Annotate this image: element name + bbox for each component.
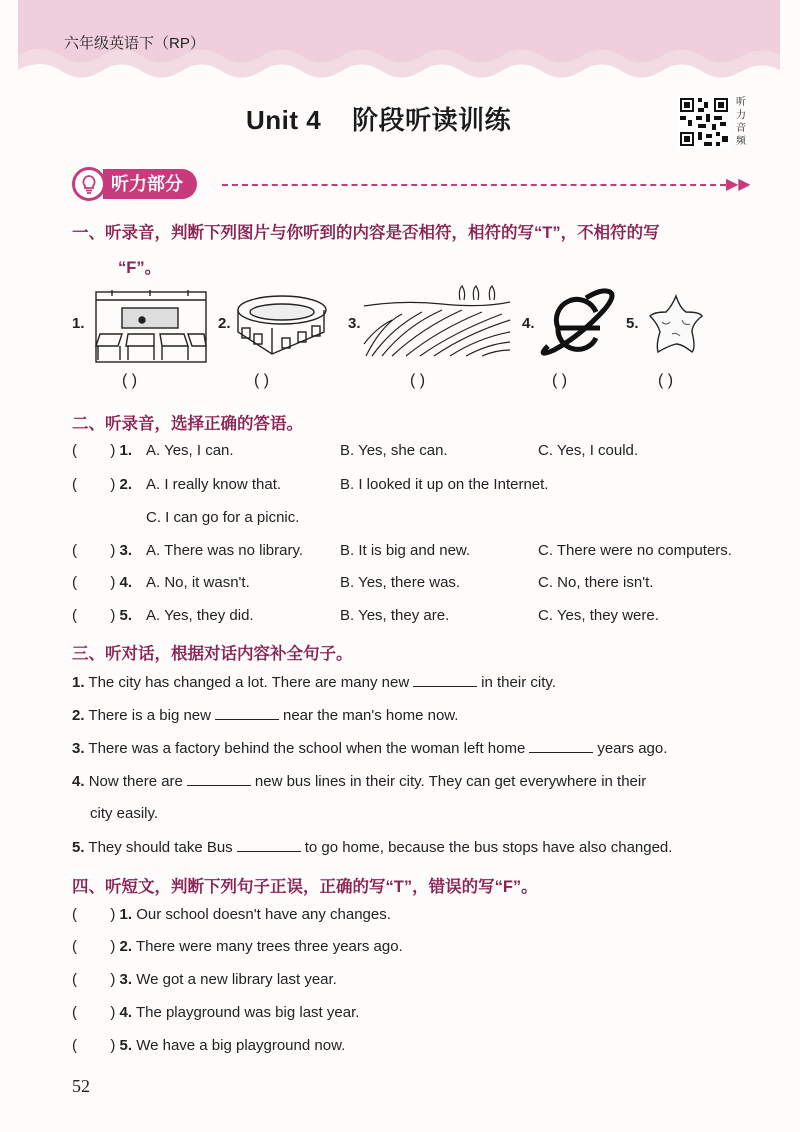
answer-paren-1[interactable]: ( ) [122, 372, 138, 389]
option-a: A. No, it wasn't. [146, 574, 250, 591]
statement-text: We have a big playground now. [136, 1037, 346, 1054]
part4-item-4 [72, 1004, 359, 1021]
option-b: B. Yes, they are. [340, 607, 450, 624]
grass-icon [362, 284, 512, 360]
sentence-before: The city has changed a lot. There are many new [88, 674, 410, 691]
answer-paren[interactable]: ( ) [72, 906, 116, 923]
statement-text: The playground was big last year. [135, 1004, 360, 1021]
qr-code-icon [678, 96, 730, 148]
part1-heading: 一、听录音，判断下列图片与你听到的内容是否相符，相符的写“T”，不相符的写 [72, 224, 660, 242]
answer-paren[interactable]: ( ) [72, 574, 116, 591]
part4-item-5 [72, 1037, 345, 1054]
option-b: B. It is big and new. [340, 542, 471, 559]
item-number: 4. [72, 773, 85, 790]
sentence-after: years ago. [597, 740, 668, 757]
internet-icon [540, 288, 616, 360]
fill-blank[interactable] [187, 773, 251, 786]
sentence-after: near the man's home now. [283, 707, 459, 724]
fill-blank[interactable] [529, 740, 593, 753]
fill-blank[interactable] [215, 707, 279, 720]
option-c: C. No, there isn't. [538, 574, 654, 591]
part2-item-2 [72, 476, 132, 493]
option-c: C. There were no computers. [538, 542, 732, 559]
statement-text: We got a new library last year. [136, 971, 337, 988]
item-number: 2. [72, 707, 85, 724]
answer-paren-4[interactable]: ( ) [552, 372, 568, 389]
answer-paren[interactable]: ( ) [72, 476, 116, 493]
item-number: 1. [119, 906, 133, 923]
answer-paren[interactable]: ( ) [72, 1004, 116, 1021]
part3-item-1 [72, 674, 556, 691]
picture-number-1: 1. [72, 315, 85, 332]
sentence-after: to go home, because the bus stops have also changed. [304, 839, 673, 856]
option-a: A. Yes, they did. [146, 607, 254, 624]
item-number: 2. [119, 938, 133, 955]
part2-item-4 [72, 574, 132, 591]
answer-paren[interactable]: ( ) [72, 1037, 116, 1054]
option-a: A. I really know that. [146, 476, 282, 493]
sentence-before: Now there are [88, 773, 183, 790]
answer-paren[interactable]: ( ) [72, 971, 116, 988]
option-c: C. I can go for a picnic. [146, 509, 300, 526]
option-c: C. Yes, I could. [538, 442, 639, 459]
part2-item-5 [72, 607, 132, 624]
item-number: 3. [72, 740, 85, 757]
answer-paren-2[interactable]: ( ) [254, 372, 270, 389]
fill-blank[interactable] [413, 674, 477, 687]
book-title: 六年级英语下（RP） [64, 35, 205, 52]
part3-item-5 [72, 839, 672, 856]
picture-number-4: 4. [522, 315, 535, 332]
section-label: 听力部分 [103, 169, 197, 199]
page-number: 52 [72, 1076, 90, 1096]
part1-heading-cont: “F”。 [118, 259, 162, 277]
item-number: 3. [119, 542, 133, 559]
part3-item-4 [72, 773, 646, 790]
part4-item-3 [72, 971, 337, 988]
answer-paren[interactable]: ( ) [72, 607, 116, 624]
statement-text: There were many trees three years ago. [135, 938, 403, 955]
part2-item-3 [72, 542, 132, 559]
picture-number-3: 3. [348, 315, 361, 332]
section-badge [72, 166, 197, 202]
part2-item-1 [72, 442, 132, 459]
answer-paren[interactable]: ( ) [72, 442, 116, 459]
option-a: A. There was no library. [146, 542, 304, 559]
part3-item-3 [72, 740, 667, 757]
option-b: B. Yes, she can. [340, 442, 448, 459]
item-number: 4. [119, 1004, 133, 1021]
sentence-after: in their city. [481, 674, 556, 691]
item-number: 5. [72, 839, 85, 856]
section-divider [222, 184, 726, 186]
option-b: B. I looked it up on the Internet. [340, 476, 549, 493]
item-number: 1. [72, 674, 85, 691]
star-icon [646, 292, 706, 356]
item-number: 3. [119, 971, 133, 988]
part4-heading: 四、听短文，判断下列句子正误，正确的写“T”，错误的写“F”。 [72, 878, 538, 896]
answer-paren[interactable]: ( ) [72, 938, 116, 955]
item-number: 2. [119, 476, 133, 493]
part3-item-2 [72, 707, 458, 724]
double-arrow-icon: ▶▶ [726, 176, 751, 193]
item-number: 5. [119, 1037, 133, 1054]
sentence-before: There is a big new [88, 707, 211, 724]
classroom-icon [92, 286, 210, 366]
option-a: A. Yes, I can. [146, 442, 234, 459]
lightbulb-icon [72, 167, 106, 201]
item-number: 5. [119, 607, 133, 624]
option-c: C. Yes, they were. [538, 607, 659, 624]
stadium-icon [232, 288, 330, 360]
fill-blank[interactable] [237, 839, 301, 852]
sentence-before: They should take Bus [88, 839, 233, 856]
picture-number-5: 5. [626, 315, 639, 332]
option-b: B. Yes, there was. [340, 574, 461, 591]
answer-paren-5[interactable]: ( ) [658, 372, 674, 389]
answer-paren-3[interactable]: ( ) [410, 372, 426, 389]
part3-item-4-cont: city easily. [90, 805, 159, 822]
part4-item-1 [72, 906, 391, 923]
qr-caption: 听力音频 [736, 97, 746, 147]
page-title: Unit 4 阶段听读训练 [246, 105, 512, 135]
item-number: 1. [119, 442, 133, 459]
answer-paren[interactable]: ( ) [72, 542, 116, 559]
part4-item-2 [72, 938, 403, 955]
item-number: 4. [119, 574, 133, 591]
part3-heading: 三、听对话，根据对话内容补全句子。 [72, 645, 353, 663]
picture-number-2: 2. [218, 315, 231, 332]
sentence-before: There was a factory behind the school when the woman left home [88, 740, 526, 757]
part2-heading: 二、听录音，选择正确的答语。 [72, 415, 303, 433]
statement-text: Our school doesn't have any changes. [136, 906, 391, 923]
sentence-after: new bus lines in their city. They can get everywhere in their [254, 773, 647, 790]
